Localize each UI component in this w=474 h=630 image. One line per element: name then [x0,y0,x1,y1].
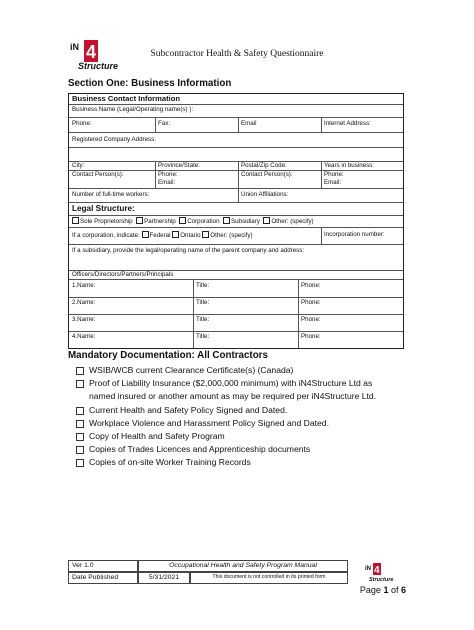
footer-date: 5/31/2021 [138,572,190,584]
officer-4-phone: Phone: [301,333,321,340]
contact-phone-label: Phone: [158,171,178,178]
mandatory-list [76,364,376,470]
business-name-label: Business Name (Legal/Operating name(s) ): [72,106,194,113]
city-label: City: [72,162,85,169]
footer-logo [348,560,408,584]
fax-label: Fax: [158,120,171,127]
page-number: Page 1 of 6 [359,585,406,595]
checklist-item[interactable]: Copy of Health and Safety Program [76,430,376,443]
officer-1-title: Title: [196,282,210,289]
box-title: Business Contact Information [72,94,181,103]
officer-1-phone: Phone: [301,282,321,289]
svg-text:iN: iN [70,42,79,52]
checkbox-icon [76,433,84,441]
checkbox-icon [76,420,84,428]
union-label: Union Affiliations: [241,191,289,198]
postal-label: Postal/Zip Code: [241,162,287,169]
checklist-item[interactable]: WSIB/WCB current Clearance Certificate(s) (Canada) [76,364,376,377]
registered-address-label: Registered Company Address: [72,136,156,143]
checkbox-other[interactable]: Other: (specify) [263,218,313,225]
checkbox-ontario[interactable]: Ontario [172,232,200,239]
contact-email-label: Email: [158,179,176,186]
checkbox-federal[interactable]: Federal [142,232,171,239]
incorporation-number-label: Incorporation number: [324,231,385,238]
svg-text:iN: iN [365,566,371,572]
legal-structure-label: Legal Structure: [72,204,135,213]
internet-label: Internet Address: [324,120,371,127]
checkbox-corp-other[interactable]: Other: (specify) [202,232,252,239]
officer-2-title: Title: [196,299,210,306]
officer-2-phone: Phone: [301,299,321,306]
checkbox-partnership[interactable]: Partnership [136,218,176,225]
checkbox-icon [76,367,84,375]
checklist-item[interactable]: Copies of on-site Worker Training Records [76,456,376,469]
officer-4-name: 4.Name: [72,333,96,340]
svg-text:4: 4 [86,42,97,62]
checkbox-sole-proprietorship[interactable]: Sole Proprietorship [72,218,133,225]
footer-table [68,560,408,584]
province-label: Province/State: [158,162,200,169]
checkbox-corporation[interactable]: Corporation [179,218,219,225]
checkbox-icon [76,446,84,454]
business-info-form [68,93,404,349]
footer-notice: This document is not controlled in its printed form [190,572,348,584]
mandatory-heading: Mandatory Documentation: All Contractors [68,350,268,361]
svg-text:4: 4 [374,565,380,576]
section-one-heading: Section One: Business Information [68,78,232,89]
contact-person-b-label: Contact Person(s): [241,171,293,178]
checkbox-icon [76,380,84,388]
checklist-item[interactable]: Workplace Violence and Harassment Policy Signed and Dated. [76,417,376,430]
checklist-item[interactable]: Current Health and Safety Policy Signed and Dated. [76,404,376,417]
checklist-item[interactable]: Copies of Trades Licences and Apprenticeship documents [76,443,376,456]
years-label: Years in business: [324,162,374,169]
checklist-item-continuation: named insured or another amount as may be required per iN4Structure Ltd. [89,391,377,402]
contact-phone-b-label: Phone: [324,171,344,178]
subsidiary-label: If a subsidiary, provide the legal/operating name of the parent company and address: [72,247,305,254]
contact-email-b-label: Email: [324,179,342,186]
checklist-item[interactable]: Proof of Liability Insurance ($2,000,000 minimum) with iN4Structure Ltd as [76,377,376,390]
footer-manual: Occupational Health and Safety Program Manual [138,560,348,572]
officer-3-name: 3.Name: [72,316,96,323]
legal-options-row [72,217,314,226]
officer-4-title: Title: [196,333,210,340]
officer-1-name: 1.Name: [72,282,96,289]
checkbox-icon [76,407,84,415]
document-title: Subcontractor Health & Safety Questionnaire [150,49,324,59]
corp-indicate-row: If a corporation, indicate: Federal Ontario Other: (specify) [72,232,253,239]
officer-3-title: Title: [196,316,210,323]
checkbox-subsidiary[interactable]: Subsidiary [223,218,260,225]
officer-3-phone: Phone: [301,316,321,323]
svg-text:Structure: Structure [78,61,119,71]
footer-version: Ver 1.0 [68,560,138,572]
officer-2-name: 2.Name: [72,299,96,306]
phone-label: Phone: [72,120,92,127]
footer-date-label: Date Published [68,572,138,584]
email-label: Email [241,120,257,127]
checkbox-icon [76,459,84,467]
workers-label: Number of full-time workers: [72,191,150,198]
contact-person-label: Contact Person(s): [72,171,124,178]
svg-text:Structure: Structure [369,577,394,583]
officers-label: Officers/Directors/Partners/Principals [72,271,174,278]
